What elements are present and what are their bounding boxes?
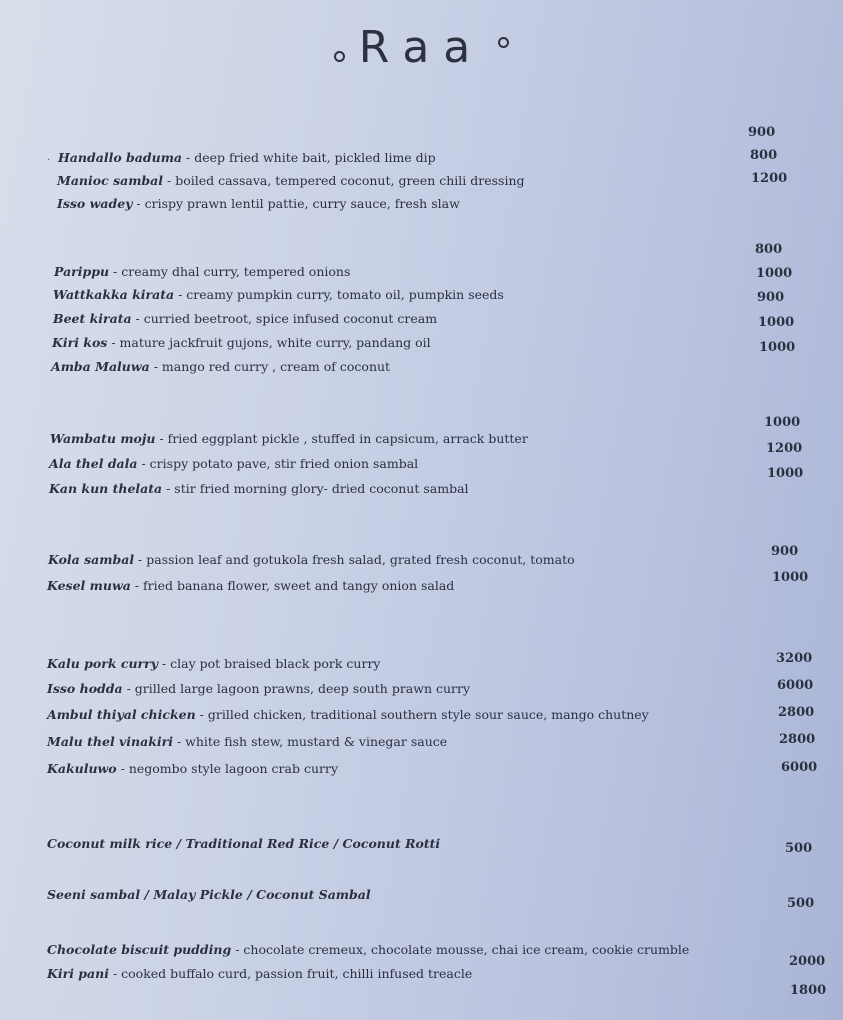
- menu-item: Malu thel vinakiri - white fish stew, mustard & vinegar sauce: [47, 734, 448, 749]
- item-price: 900: [748, 125, 776, 140]
- menu-item: Ala thel dala - crispy potato pave, stir fried onion sambal: [49, 456, 419, 471]
- menu-item: Kan kun thelata - stir fried morning glory- dried coconut sambal: [49, 481, 469, 496]
- item-price: 2800: [779, 732, 816, 747]
- menu-item: Ambul thiyal chicken - grilled chicken, traditional southern style sour sauce, mango chutney: [47, 707, 649, 722]
- menu-item: Isso hodda - grilled large lagoon prawns, deep south prawn curry: [47, 681, 471, 696]
- bullet-mark: ·: [47, 155, 51, 166]
- item-price: 800: [750, 148, 778, 163]
- item-price: 900: [771, 544, 799, 559]
- item-price: 1000: [758, 315, 795, 330]
- menu-item: Isso wadey - crispy prawn lentil pattie, curry sauce, fresh slaw: [57, 196, 460, 211]
- item-price: 1000: [772, 570, 809, 585]
- menu-item: Kiri pani - cooked buffalo curd, passion fruit, chilli infused treacle: [47, 966, 473, 981]
- item-price: 1200: [766, 441, 803, 456]
- menu-item: Kakuluwo - negombo style lagoon crab curry: [47, 761, 339, 776]
- menu-item: Kola sambal - passion leaf and gotukola fresh salad, grated fresh coconut, tomato: [48, 552, 575, 567]
- menu-item: Beet kirata - curried beetroot, spice infused coconut cream: [53, 311, 438, 326]
- menu-item: Wambatu moju - fried eggplant pickle , stuffed in capsicum, arrack butter: [50, 431, 528, 446]
- item-price: 2800: [778, 705, 815, 720]
- menu-item: Handallo baduma - deep fried white bait, pickled lime dip: [58, 150, 436, 165]
- item-price: 1000: [767, 466, 804, 481]
- item-price: 2000: [789, 954, 826, 969]
- item-price: 6000: [781, 760, 818, 775]
- menu-item: Wattkakka kirata - creamy pumpkin curry, tomato oil, pumpkin seeds: [53, 287, 504, 302]
- menu-item: Amba Maluwa - mango red curry , cream of coconut: [51, 359, 391, 374]
- item-price: 1000: [764, 415, 801, 430]
- logo-dot-left: [334, 51, 345, 62]
- menu-item: Kiri kos - mature jackfruit gujons, white curry, pandang oil: [52, 335, 431, 350]
- item-price: 1000: [759, 340, 796, 355]
- menu-item: Seeni sambal / Malay Pickle / Coconut Sambal: [47, 887, 371, 902]
- item-price: 1200: [751, 171, 788, 186]
- logo-dot-right: [498, 37, 509, 48]
- menu-item: Kesel muwa - fried banana flower, sweet and tangy onion salad: [47, 578, 455, 593]
- item-price: 6000: [777, 678, 814, 693]
- restaurant-logo: [0, 22, 843, 73]
- item-price: 1800: [790, 983, 827, 998]
- item-price: 800: [755, 242, 783, 257]
- item-price: 3200: [776, 651, 813, 666]
- item-price: 900: [757, 290, 785, 305]
- menu-item: Parippu - creamy dhal curry, tempered onions: [54, 264, 351, 279]
- menu-item: Manioc sambal - boiled cassava, tempered coconut, green chili dressing: [57, 173, 525, 188]
- menu-item: Kalu pork curry - clay pot braised black pork curry: [47, 656, 381, 671]
- item-price: 500: [785, 841, 813, 856]
- logo-text: Raa: [358, 22, 485, 73]
- item-price: 500: [787, 896, 815, 911]
- menu-item: Coconut milk rice / Traditional Red Rice / Coconut Rotti: [47, 836, 441, 851]
- menu-item: Chocolate biscuit pudding - chocolate cremeux, chocolate mousse, chai ice cream, cookie crumble: [47, 942, 690, 957]
- item-price: 1000: [756, 266, 793, 281]
